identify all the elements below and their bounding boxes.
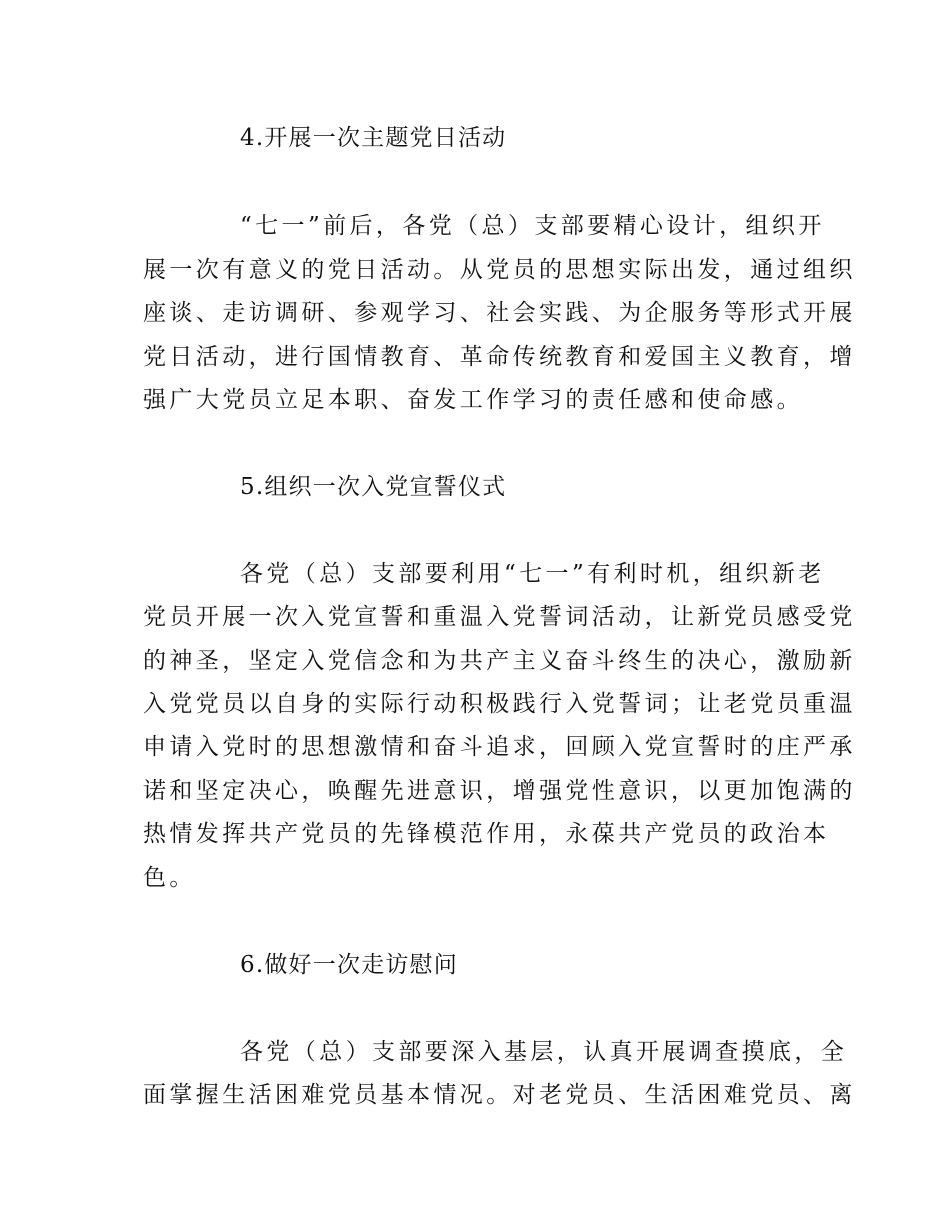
- paragraph-line: 强广大党员立足本职、奋发工作学习的责任感和使命感。: [143, 387, 803, 413]
- paragraph-line: 座谈、走访调研、参观学习、社会实践、为企服务等形式开展: [143, 300, 856, 326]
- paragraph-line: 诺和坚定决心，唤醒先进意识，增强党性意识，以更加饱满的: [143, 778, 856, 804]
- paragraph-line: 色。: [143, 865, 196, 891]
- paragraph-line: 申请入党时的思想激情和奋斗追求，回顾入党宣誓时的庄严承: [143, 734, 856, 760]
- section-heading: 6.做好一次走访慰问: [240, 952, 458, 978]
- paragraph-line: 展一次有意义的党日活动。从党员的思想实际出发，通过组织: [143, 257, 856, 283]
- paragraph-line: 入党党员以自身的实际行动积极践行入党誓词；让老党员重温: [143, 691, 856, 717]
- section-heading: 4.开展一次主题党日活动: [240, 125, 507, 151]
- paragraph-line: “七一”前后，各党（总）支部要精心设计，组织开: [240, 213, 825, 239]
- paragraph-line: 面掌握生活困难党员基本情况。对老党员、生活困难党员、离: [143, 1082, 856, 1108]
- paragraph-line: 各党（总）支部要深入基层，认真开展调查摸底，全: [240, 1039, 848, 1065]
- paragraph-line: 党日活动，进行国情教育、革命传统教育和爱国主义教育，增: [143, 344, 856, 370]
- paragraph-line: 的神圣，坚定入党信念和为共产主义奋斗终生的决心，激励新: [143, 648, 856, 674]
- paragraph-line: 热情发挥共产党员的先锋模范作用，永葆共产党员的政治本: [143, 821, 830, 847]
- paragraph-line: 党员开展一次入党宣誓和重温入党誓词活动，让新党员感受党: [143, 604, 856, 630]
- paragraph-line: 各党（总）支部要利用“七一”有利时机，组织新老: [240, 561, 825, 587]
- section-heading: 5.组织一次入党宣誓仪式: [240, 474, 507, 500]
